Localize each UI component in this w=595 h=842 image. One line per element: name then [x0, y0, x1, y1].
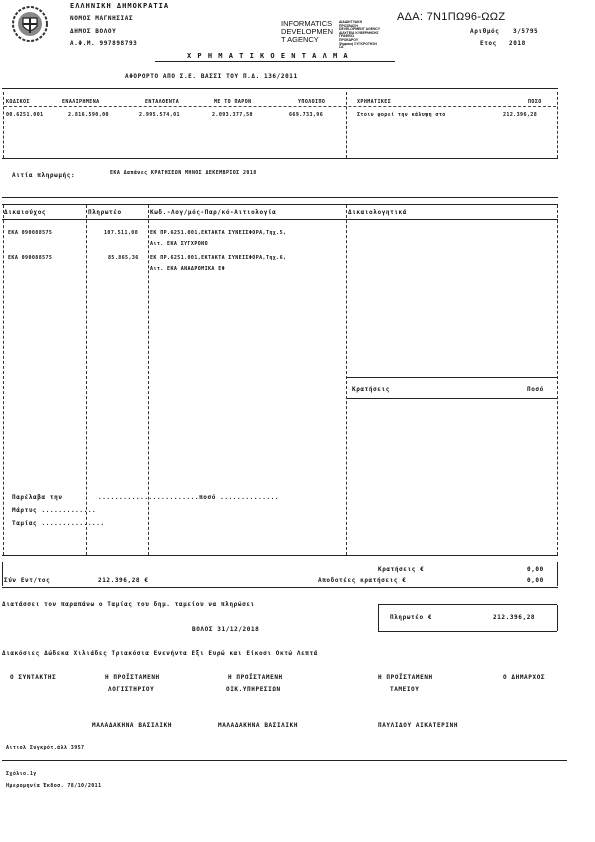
received-dots: ........................ποσό .............. — [98, 494, 280, 501]
title-underline — [155, 61, 395, 62]
signatory-5-title: Ο ΔΗΜΑΡΧΟΣ — [503, 674, 546, 681]
totals-left-border — [2, 562, 3, 586]
payable-label: Πληρωτέο € — [390, 614, 433, 621]
payable-value: 212.396,28 — [493, 614, 536, 621]
document-title: Χ Ρ Η Μ Α Τ Ι Κ Ο Ε Ν Τ Α Λ Μ Α — [187, 52, 349, 60]
details-row-1-beneficiary: ΕΚΑ 090088575 — [8, 230, 53, 236]
details-right-border — [557, 205, 558, 555]
deductions-label: Κρατήσεις — [352, 386, 390, 393]
payable-left-border — [378, 605, 379, 631]
payable-bottom-rule — [378, 631, 557, 632]
number-value: 3/5795 — [513, 28, 539, 35]
signatory-2-dept: ΛΟΓΙΣΤΗΡΙΟΥ — [108, 686, 155, 693]
summary-committed: 2.816.590,00 — [68, 112, 109, 118]
details-left-border — [3, 205, 4, 555]
signatory-4-title: Η ΠΡΟΪΣΤΑΜΕΝΗ — [378, 674, 433, 681]
deductions-header-rule — [347, 398, 557, 399]
document-subtitle: ΑΦΟΡΟΡΤΟ ΑΠΟ Σ.Ε. ΒΑΣΣΙ ΤΟΥ Π.Δ. 136/2011 — [125, 73, 298, 80]
totals-bottom-border — [2, 587, 558, 588]
summary-current: 2.093.377,50 — [212, 112, 253, 118]
sum-label: Σύν Εντ/τος — [4, 577, 51, 584]
summary-code: 00.6251.001 — [6, 112, 44, 118]
summary-amount: 212.396,28 — [503, 112, 538, 118]
details-row-1-amount: 107.511,00 — [104, 230, 139, 236]
details-row-1-description: ΕΚ ΠΡ.6251.001,ΕΚΤΑΚΤΑ ΣΥΝΕΙΣΦΟΡΑ,Τηχ.5, — [150, 230, 287, 236]
signatory-name-3: ΠΑΥΛΙΔΟΥ ΑΙΚΑΤΕΡΙΝΗ — [378, 722, 459, 729]
summary-header-balance: ΥΠΟΛΟΙΠΟ — [298, 99, 326, 105]
details-col-divider-3 — [346, 205, 347, 555]
summary-header-ordered: ΕΝΤΑΛΘΕΝΤΑ — [145, 99, 180, 105]
details-bottom-border — [2, 555, 558, 556]
header-municipality: ΔΗΜΟΣ ΒΟΛΟΥ — [70, 28, 117, 35]
ada-code: ΑΔΑ: 7Ν1ΠΩ96-ΩΩΖ — [397, 11, 506, 23]
footer-rule — [2, 760, 567, 761]
summary-header-amount: ΠΟΣΟ — [528, 99, 542, 105]
summary-balance: 669.733,96 — [289, 112, 324, 118]
footer-note-3: Ημερομηνία Έκδοσ. 78/10/2011 — [6, 783, 102, 789]
details-row-2-beneficiary: ΕΚΑ 090088575 — [8, 255, 53, 261]
footer-note-1: Αιτιολ Συγκρότ.άλλ 3957 — [6, 745, 85, 751]
return-value: 0,00 — [527, 577, 544, 584]
summary-header-financing: ΧΡΗΜΑΤΙΚΕΣ — [357, 99, 392, 105]
cause-underline — [2, 197, 558, 198]
summary-left-border — [3, 92, 4, 158]
agency-stamp: INFORMATICS DEVELOPMEN T AGENCY — [281, 19, 334, 44]
details-row-2-description: ΕΚ ΠΡ.6251.001,ΕΚΤΑΚΤΑ ΣΥΝΕΙΣΦΟΡΑ,Τηχ.6, — [150, 255, 287, 261]
details-header-beneficiary: Δικαιούχος — [4, 209, 47, 216]
details-header-description: Κωδ.-Λογ/μός-Παρ/κό-Αιτιολογία — [150, 209, 277, 216]
details-header-payable: Πληρωτέο — [88, 209, 122, 216]
received-label: Παρέλαβα την — [12, 494, 63, 501]
number-label: Αριθμός — [470, 28, 500, 35]
summary-top-border — [2, 88, 558, 89]
place-date: ΒΟΛΟΣ 31/12/2018 — [192, 626, 260, 633]
signatory-1-title: Ο ΣΥΝΤΑΚΤΗΣ — [10, 674, 57, 681]
footer-note-2: Σχόλιο.1γ — [6, 771, 37, 777]
witness-label: Μάρτυς ............. — [12, 507, 97, 514]
cause-text: ΕΚΑ Δαπάνες ΚΡΑΤΗΣΕΩΝ ΜΗΝΟΣ ΔΕΚΕΜΒΡΙΟΣ 2018 — [110, 170, 257, 176]
summary-header-code: ΚΩΔΙΚΟΣ — [6, 99, 30, 105]
summary-mid-border — [346, 92, 347, 158]
return-label: Αποδοτέες κρατήσεις € — [318, 577, 407, 584]
header-country: ΕΛΛΗΝΙΚΗ ΔΗΜΟΚΡΑΤΙΑ — [70, 2, 170, 10]
summary-financing: Στοιν φορεί την κάλυψη στο — [357, 112, 446, 118]
summary-header-current: ΜΕ ΤΟ ΠΑΡΟΝ — [214, 99, 252, 105]
signatory-name-1: ΜΑΛΑΔΑΚΗΝΑ ΒΑΣΙΛΙΚΗ — [92, 722, 173, 729]
deductions-amount-label: Ποσό — [527, 386, 544, 393]
details-row-1-reason: Αιτ. ΕΚΑ ΣΥΓΧΡΟΝΟ — [150, 241, 208, 247]
deduct-total-label: Κρατήσεις € — [378, 566, 425, 573]
summary-bottom-border — [2, 158, 558, 159]
signatory-name-2: ΜΑΛΑΔΑΚΗΝΑ ΒΑΣΙΛΙΚΗ — [218, 722, 299, 729]
deductions-top-rule — [347, 377, 557, 378]
signatory-3-title: Η ΠΡΟΪΣΤΑΜΕΝΗ — [228, 674, 283, 681]
totals-right-border — [557, 562, 558, 586]
details-row-2-amount: 85.865,36 — [108, 255, 139, 261]
signatory-2-title: Η ΠΡΟΪΣΤΑΜΕΝΗ — [105, 674, 160, 681]
sum-value: 212.396,28 € — [98, 577, 149, 584]
emblem-seal — [10, 4, 50, 44]
signatory-4-dept: ΤΑΜΕΙΟΥ — [390, 686, 420, 693]
details-col-divider-1 — [86, 205, 87, 555]
amount-in-words: Διακόσιες Δώδεκα Χιλιάδες Τριακόσια Ενενήντα Εξι Ευρώ και Είκοσι Οκτώ Λεπτά — [2, 650, 318, 657]
year-value: 2018 — [509, 40, 526, 47]
summary-header-committed: ΕΝΑΛΙΡΗΜΕΝΑ — [62, 99, 100, 105]
agency-stamp-small: ΔΙΑΔΙΚΤΥΑΚΗ ΠΡΟΣΒΑΣΗ DEVELOPMENT AGENCY ΔΙΑΥΓΕΙΑ ΚΥΒΕΡΝΗΣΗΣ ΓΡΑΦΕΙΟ ΠΡΟΕΔΡΟΥ Ψηφιακή ΣΥΓΚΡΟΤΗΣΗ ΣΑ — [339, 20, 381, 50]
order-text: Διατάσσει τον παραπάνω ο Ταμίας του δημ. ταμείου να πληρώσει — [2, 601, 255, 608]
year-label: Ετος — [480, 40, 497, 47]
deduct-total-value: 0,00 — [527, 566, 544, 573]
details-header-documents: Δικαιολογητικά — [348, 209, 407, 216]
payable-right-border — [557, 605, 558, 631]
summary-right-border — [557, 92, 558, 158]
payable-top-rule — [378, 604, 557, 605]
summary-ordered: 2.995.574,01 — [139, 112, 180, 118]
summary-header-rule — [4, 106, 556, 107]
details-row-2-reason: Αιτ. ΕΚΑ ΑΝΑΔΡΟΜΙΚΑ ΕΦ — [150, 266, 226, 272]
header-prefecture: ΝΟΜΟΣ ΜΑΓΝΗΣΙΑΣ — [70, 15, 134, 22]
signatory-3-dept: ΟΙΚ.ΥΠΗΡΕΣΙΩΝ — [226, 686, 281, 693]
details-col-divider-2 — [148, 205, 149, 555]
cause-label: Αιτία πληρωμής: — [12, 172, 76, 179]
cashier-label: Ταμίας ............... — [12, 520, 105, 527]
header-tax-id: Α.Φ.Μ. 997898793 — [70, 40, 138, 47]
